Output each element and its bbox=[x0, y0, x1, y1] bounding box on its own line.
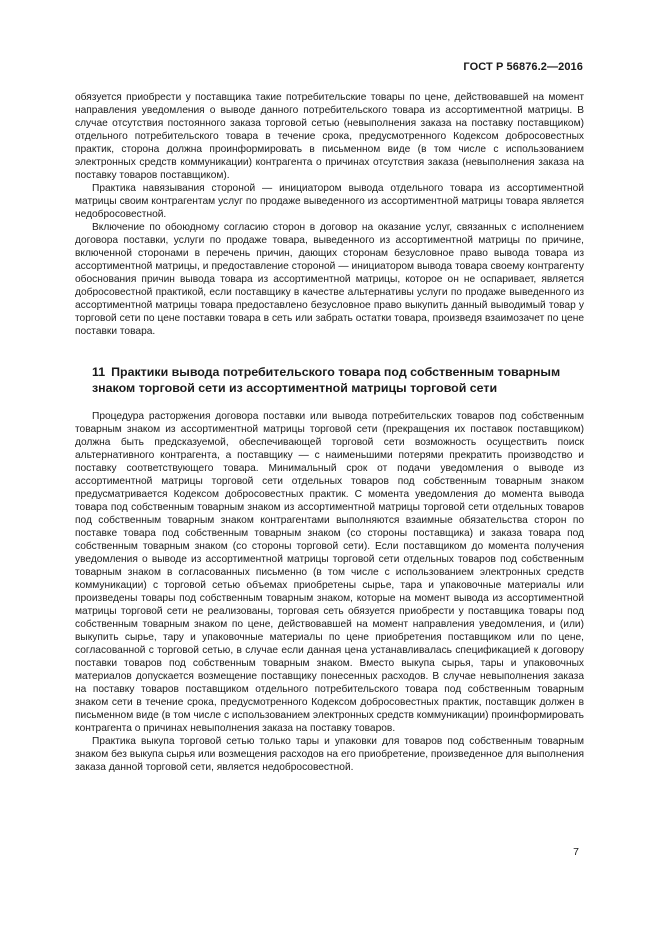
paragraph: Практика навязывания стороной — инициатором вывода отдельного товара из ассортиментной матрицы своим контрагентам услуг по продаже выведенного из ассортиментной матрицы товара является недобросовестной. bbox=[75, 183, 584, 220]
standard-header: ГОСТ Р 56876.2—2016 bbox=[463, 61, 583, 73]
paragraph: Включение по обоюдному согласию сторон в договор на оказание услуг, связанных с исполнением договора поставки, услуги по продаже товара, выведенного из ассортиментной матрицы по причине, включенной сторонами в перечень причин, дающих сторонам безусловное право вывода товара из ассортиментной матрицы, и предоставление стороной — инициатором вывода товара своему контрагенту обоснования причин вывода товара из ассортиментной матрицы, которое он не оспаривает, является добросовестной практикой, если поставщику в качестве альтернативы услуги по продаже выведенного из ассортиментной матрицы товара предоставлено безусловное право выкупить данный выводимый товар у торговой сети по цене поставки товара в сеть или забрать остатки товара, произведя взаимозачет по цене поставки товара. bbox=[75, 222, 584, 337]
section-title-text: Практики вывода потребительского товара под собственным товарным знаком торговой сети из ассортиментной матрицы торговой сети bbox=[92, 365, 561, 395]
paragraph-continuation: обязуется приобрести у поставщика такие потребительские товары по цене, действовавшей на момент направления уведомления о выводе данного потребительского товара из ассортиментной матрицы. В случае отсутствия постоянного заказа торговой сетью (невыполнения заказа на поставку поставщиком) отдельного потребительского товара в течение срока, предусмотренного Кодексом добросовестных практик, сторона должна проинформировать в письменном виде (в том числе с использованием электронных средств коммуникации) контрагента о причинах отсутствия заказа (невыполнения заказа на поставку товаров поставщиком). bbox=[75, 92, 584, 181]
page-number: 7 bbox=[573, 846, 579, 858]
document-body bbox=[75, 91, 584, 774]
section-heading bbox=[75, 364, 584, 396]
paragraph: Процедура расторжения договора поставки или вывода потребительских товаров под собственным товарным знаком из ассортиментной матрицы торговой сети (прекращения их поставок поставщиком) должна быть предсказуемой, обеспечивающей торговой сети возможность осуществить поиск альтернативного контрагента, а поставщику — с наименьшими потерями прекратить производство и поставку соответствующего товара. Минимальный срок от подачи уведомления о выводе из ассортиментной матрицы торговой сети отдельных товаров под собственным товарным знаком предусматривается Кодексом добросовестных практик. С момента уведомления до момента вывода товара под собственным товарным знаком из ассортиментной матрицы торговой сети отдельных товаров под собственным товарным знаком контрагентами выполняются взаимные обязательства сторон по поставке товара под собственным товарным знаком (со стороны поставщика) и заказа товара под собственным товарным знаком (со стороны торговой сети). Если поставщиком до момента получения уведомления о выводе из ассортиментной матрицы торговой сети отдельных товаров под собственным товарным знаком в согласованных письменно (в том числе с использованием электронных средств коммуникации) с торговой сетью объемах приобретены сырье, тара и упаковочные материалы или произведены товары под собственным товарным знаком, которые на момент вывода из ассортиментной матрицы торговой сети не реализованы, торговая сеть обязуется приобрести у поставщика товары под собственным товарным знаком по цене, действовавшей на момент направления уведомления, и (или) выкупить сырье, тару и упаковочные материалы по цене приобретения поставщиком или по цене, согласованной с торговой сетью, в случае если данная цена устанавливалась спецификацией к договору поставки товаров под собственным товарным знаком. Вместо выкупа сырья, тары и упаковочных материалов допускается возмещение поставщику понесенных расходов. В случае невыполнения заказа на поставку товаров поставщиком отдельного потребительского товара под собственным товарным знаком сети в течение срока, предусмотренного Кодексом добросовестных практик, поставщик должен в письменном виде (в том числе с использованием электронных средств коммуникации) проинформировать контрагента о причинах невыполнения заказа на поставку товаров. bbox=[75, 411, 584, 734]
paragraph: Практика выкупа торговой сетью только тары и упаковки для товаров под собственным товарным знаком без выкупа сырья или возмещения расходов на его приобретение, произведенное для выполнения заказа данной торговой сети, является недобросовестной. bbox=[75, 736, 584, 773]
section-number: 11 bbox=[92, 365, 106, 379]
